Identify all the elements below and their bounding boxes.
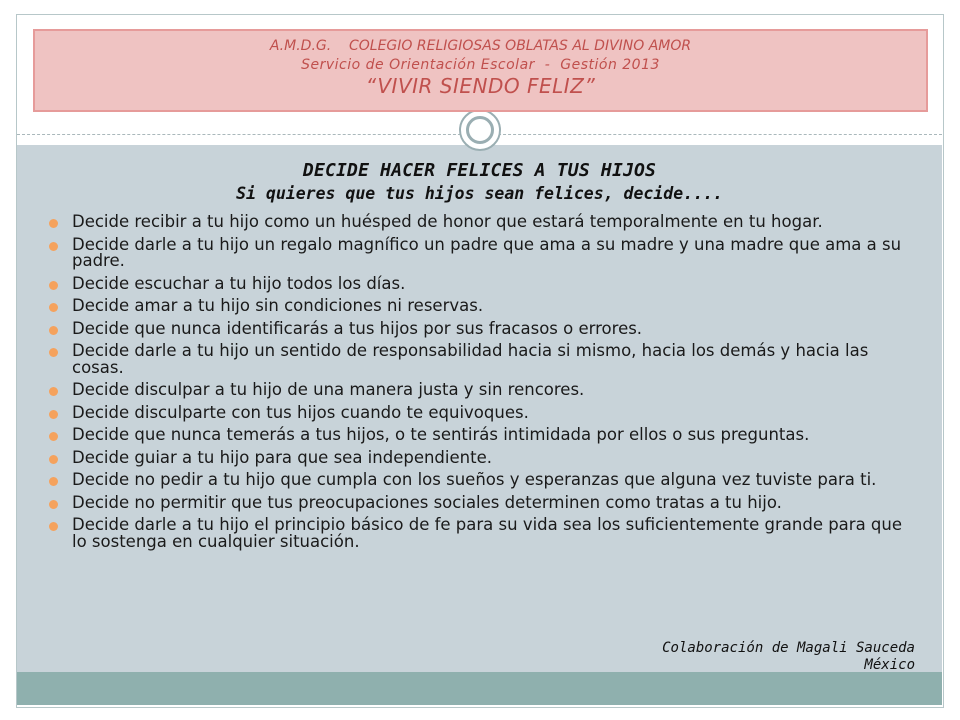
list-item-text: Decide recibir a tu hijo como un huésped de honor que estará temporalmente en tu hogar. [72,212,823,231]
header-title: “VIVIR SIENDO FELIZ” [365,74,596,98]
bullet-icon [49,477,58,486]
list-item-text: Decide darle a tu hijo un regalo magnífico un padre que ama a su madre y una madre que ama a su padre. [72,234,902,270]
bullet-icon [49,303,58,312]
list-item [48,447,918,467]
list-item-text: Decide disculpar a tu hijo de una manera justa y sin rencores. [72,380,585,399]
bullet-icon [49,410,58,419]
content-title: DECIDE HACER FELICES A TUS HIJOS [302,160,657,181]
bottom-band [17,672,942,705]
bullet-icon [49,219,58,228]
list-item-text: Decide que nunca identificarás a tus hijos por sus fracasos o errores. [72,318,643,338]
credit-country: México [864,657,915,673]
bullet-icon [49,387,58,396]
bullet-icon [49,326,58,335]
list-item-text: Decide disculparte con tus hijos cuando te equivoques. [72,402,529,422]
credit-author: Colaboración de Magali Sauceda [662,640,915,656]
ring-ornament-icon [459,109,501,151]
list-item [48,343,918,376]
list-item-text: Decide escuchar a tu hijo todos los días. [72,273,406,293]
list-item [48,517,918,550]
list-item-text: Decide no pedir a tu hijo que cumpla con los sueños y esperanzas que alguna vez tuviste para ti. [72,470,877,489]
list-item-text: Decide darle a tu hijo el principio básico de fe para su vida sea los suficientemente grande para que lo sostenga en cualquier situación. [72,515,903,551]
bullet-icon [49,455,58,464]
ring-inner [466,116,494,144]
list-item [48,273,918,293]
list-item-text: Decide amar a tu hijo sin condiciones ni reservas. [72,296,484,315]
credit-block [17,640,915,674]
bullet-icon [49,242,58,251]
list-item [48,492,918,512]
bullet-icon [49,348,58,357]
bullet-icon [49,522,58,531]
list-item-text: Decide no permitir que tus preocupaciones sociales determinen como tratas a tu hijo. [72,492,782,512]
content-subtitle: Si quieres que tus hijos sean felices, decide.... [236,184,723,203]
list-item [48,402,918,422]
list-item [48,427,918,444]
list-item-text: Decide darle a tu hijo un sentido de responsabilidad hacia si mismo, hacia los demás y hacia las cosas. [72,341,869,377]
list-item [48,318,918,338]
bullet-icon [49,281,58,290]
list-item-text: Decide guiar a tu hijo para que sea independiente. [72,447,492,467]
list-item-text: Decide que nunca temerás a tus hijos, o te sentirás intimidada por ellos o sus preguntas. [72,425,810,444]
header-service-line: Servicio de Orientación Escolar - Gestión 2013 [301,57,660,73]
header-school-line: A.M.D.G. COLEGIO RELIGIOSAS OBLATAS AL DIVINO AMOR [269,38,692,54]
list-item [48,472,918,489]
advice-list [48,214,918,556]
list-item [48,214,918,231]
header-banner [33,29,928,112]
list-item [48,298,918,315]
list-item [48,234,918,270]
bullet-icon [49,500,58,509]
list-item [48,382,918,399]
bullet-icon [49,432,58,441]
